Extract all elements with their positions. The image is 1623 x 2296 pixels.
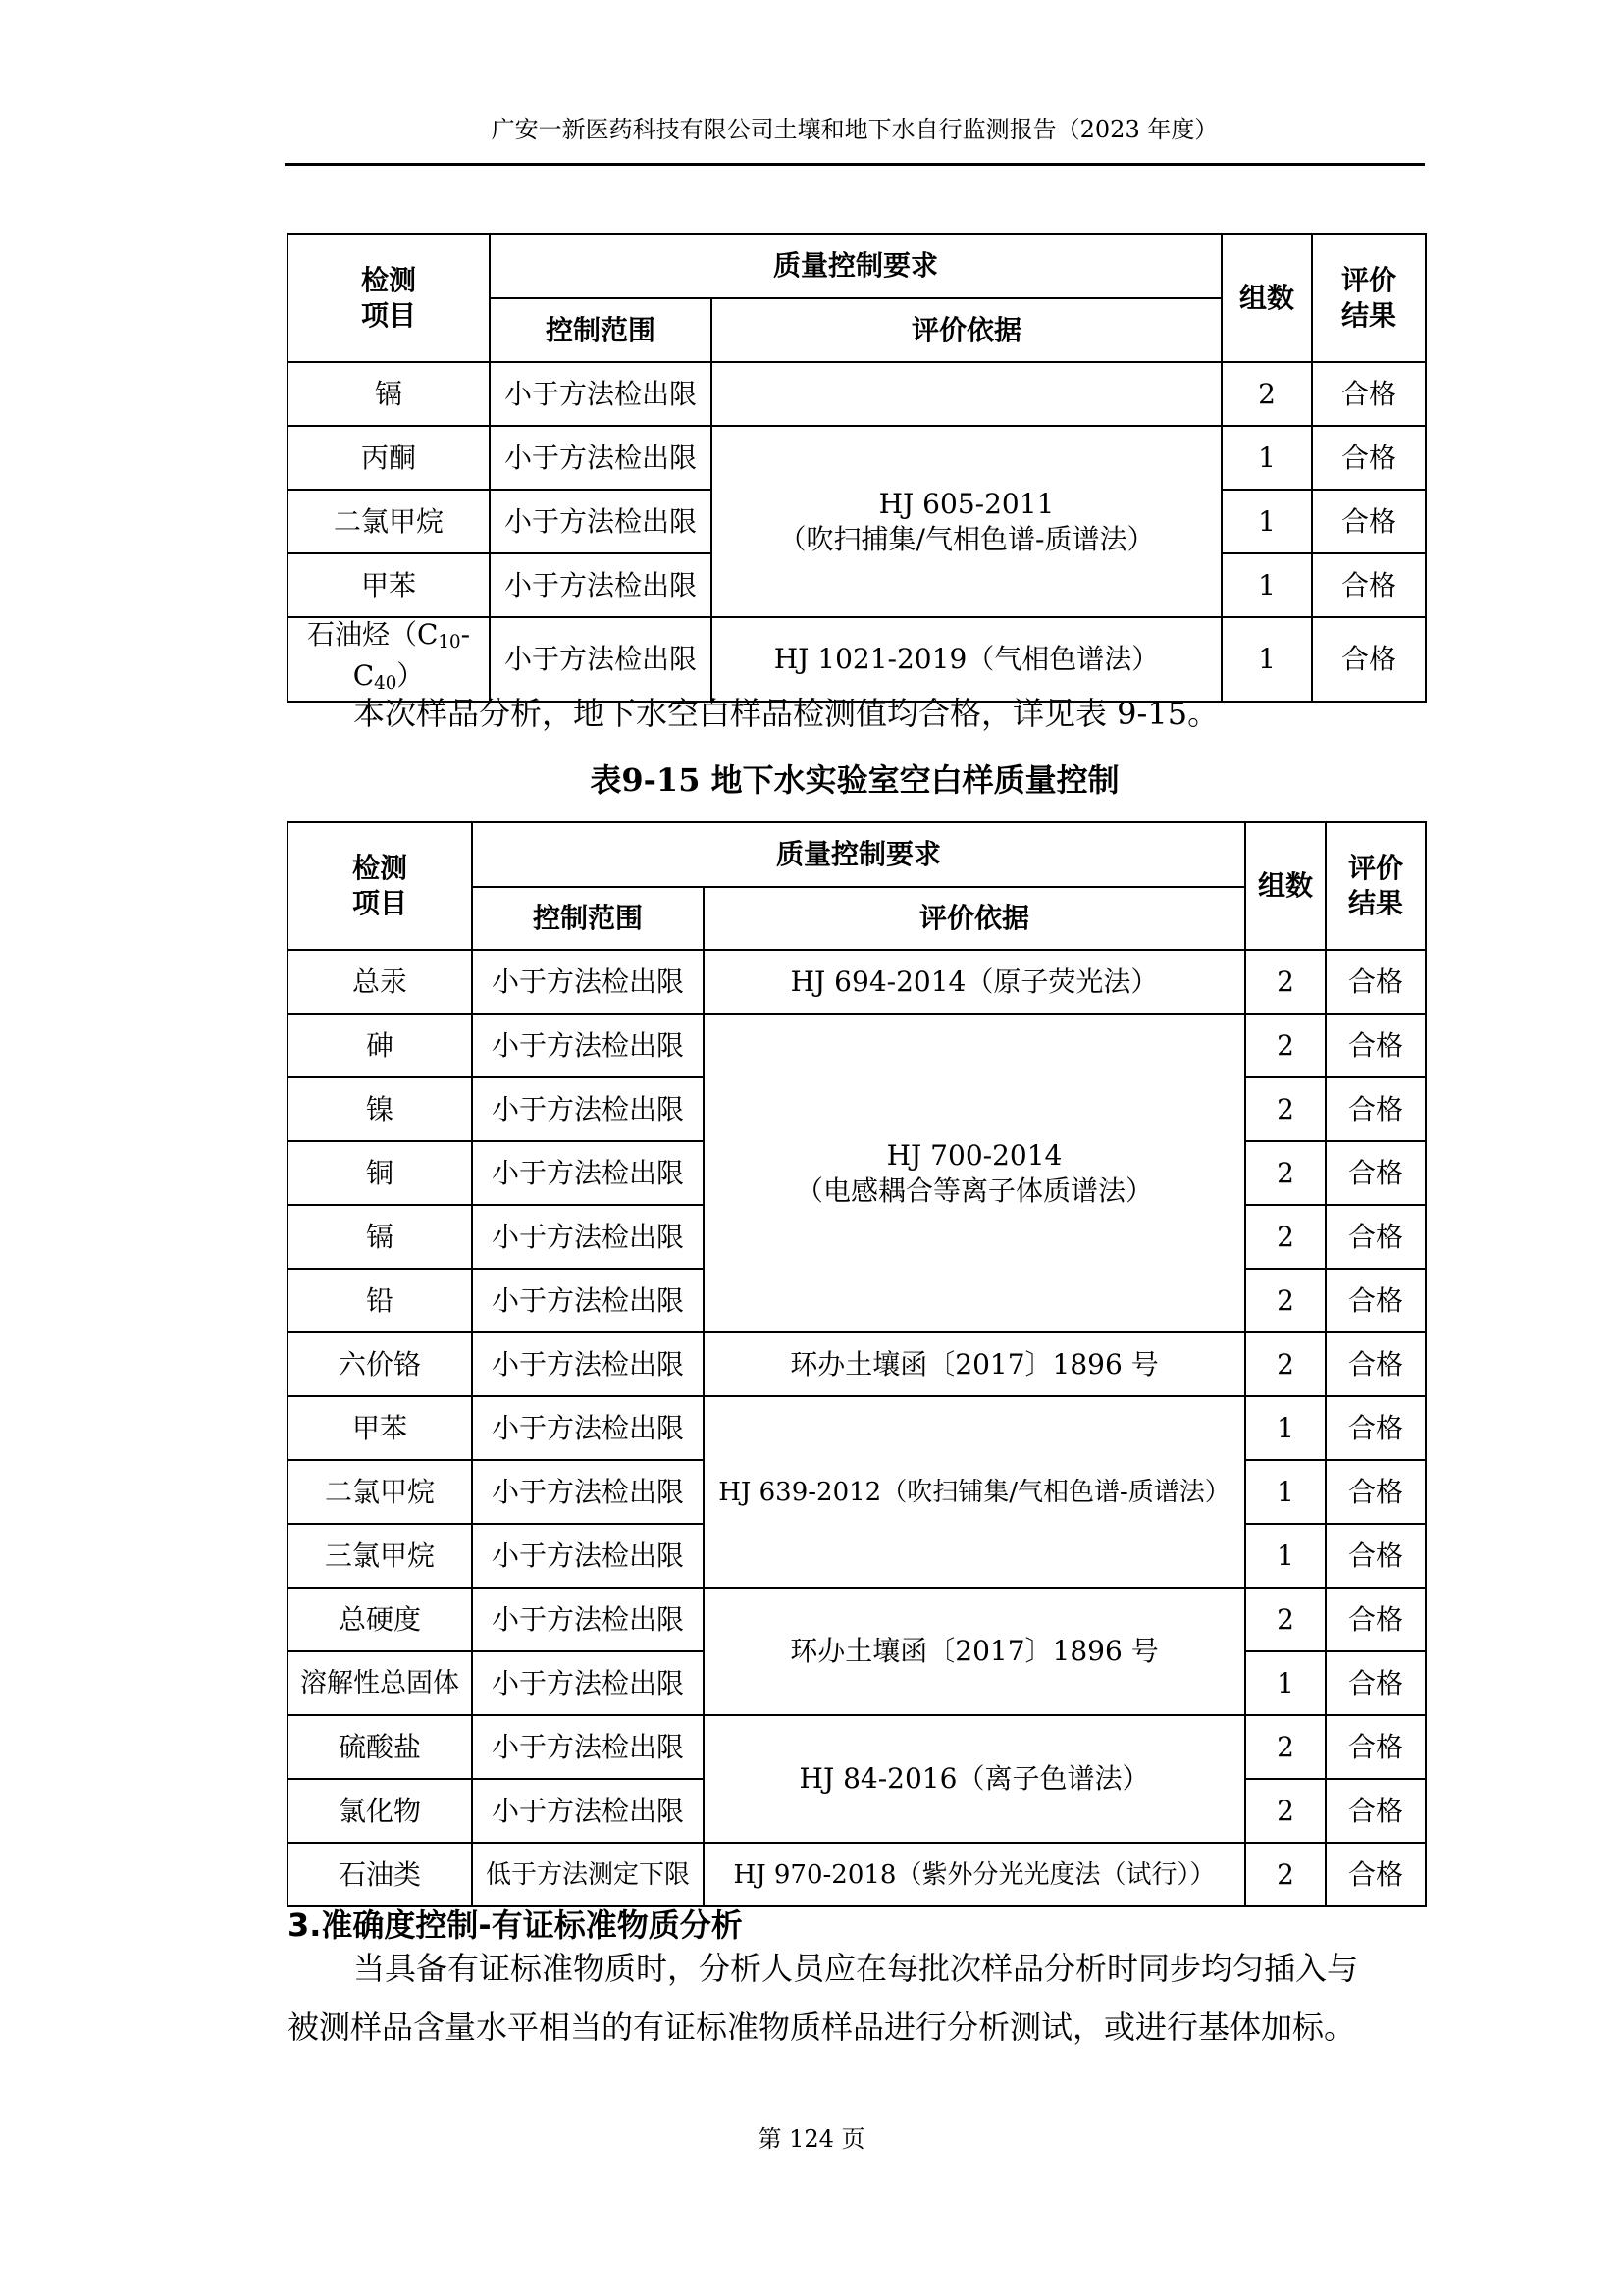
body-paragraph-line-2: 被测样品含量水平相当的有证标准物质样品进行分析测试，或进行基体加标。 — [288, 2009, 1356, 2046]
cell-groups: 2 — [1245, 1141, 1326, 1205]
cell-range: 小于方法检出限 — [490, 426, 711, 490]
cell-result: 合格 — [1312, 490, 1426, 553]
cell-groups: 2 — [1245, 950, 1326, 1014]
header-rule — [285, 163, 1425, 166]
cell-result: 合格 — [1312, 426, 1426, 490]
cell-range: 小于方法检出限 — [490, 553, 711, 617]
header-groups: 组数 — [1222, 234, 1312, 362]
cell-result: 合格 — [1326, 1779, 1426, 1843]
cell-groups: 1 — [1245, 1524, 1326, 1588]
cell-item: 六价铬 — [288, 1332, 472, 1396]
cell-result: 合格 — [1326, 1460, 1426, 1524]
cell-range: 小于方法检出限 — [490, 490, 711, 553]
cell-range: 小于方法检出限 — [472, 1588, 704, 1651]
table-row — [288, 617, 1426, 702]
table-row — [288, 950, 1426, 1014]
cell-groups: 1 — [1245, 1396, 1326, 1460]
cell-range: 小于方法检出限 — [472, 1651, 704, 1715]
cell-item: 镉 — [288, 362, 490, 426]
cell-result: 合格 — [1312, 362, 1426, 426]
cell-groups: 2 — [1245, 1843, 1326, 1906]
header-result: 评价 结果 — [1326, 822, 1426, 950]
table-row — [288, 426, 1426, 490]
cell-result: 合格 — [1326, 1524, 1426, 1588]
cell-item: 甲苯 — [288, 553, 490, 617]
cell-basis: HJ 1021-2019（气相色谱法） — [711, 617, 1222, 702]
cell-groups: 1 — [1222, 490, 1312, 553]
cell-result: 合格 — [1326, 1715, 1426, 1779]
cell-result: 合格 — [1326, 950, 1426, 1014]
cell-range: 小于方法检出限 — [472, 1524, 704, 1588]
table-caption: 表9-15 地下水实验室空白样质量控制 — [590, 761, 1120, 799]
page-number: 第 124 页 — [758, 2125, 865, 2153]
cell-range: 小于方法检出限 — [472, 950, 704, 1014]
cell-item: 石油类 — [288, 1843, 472, 1906]
cell-groups: 1 — [1222, 426, 1312, 490]
cell-item: 氯化物 — [288, 1779, 472, 1843]
table-row — [288, 1332, 1426, 1396]
cell-groups: 2 — [1245, 1269, 1326, 1332]
cell-result: 合格 — [1326, 1588, 1426, 1651]
cell-item: 总汞 — [288, 950, 472, 1014]
cell-item: 硫酸盐 — [288, 1715, 472, 1779]
cell-groups: 1 — [1245, 1651, 1326, 1715]
cell-range: 小于方法检出限 — [472, 1205, 704, 1269]
cell-range: 小于方法检出限 — [490, 362, 711, 426]
cell-range: 小于方法检出限 — [490, 617, 711, 702]
cell-range: 低于方法测定下限 — [472, 1843, 704, 1906]
table-row — [288, 362, 1426, 426]
table-row — [288, 1588, 1426, 1651]
cell-result: 合格 — [1326, 1269, 1426, 1332]
cell-item: 铅 — [288, 1269, 472, 1332]
cell-range: 小于方法检出限 — [472, 1269, 704, 1332]
cell-result: 合格 — [1326, 1014, 1426, 1077]
cell-range: 小于方法检出限 — [472, 1077, 704, 1141]
table-row — [288, 1715, 1426, 1779]
cell-result: 合格 — [1312, 617, 1426, 702]
cell-item: 三氯甲烷 — [288, 1524, 472, 1588]
cell-result: 合格 — [1326, 1077, 1426, 1141]
header-basis: 评价依据 — [704, 887, 1245, 950]
header-basis: 评价依据 — [711, 298, 1222, 362]
cell-item: 二氯甲烷 — [288, 1460, 472, 1524]
header-requirement: 质量控制要求 — [490, 234, 1222, 298]
cell-result: 合格 — [1326, 1396, 1426, 1460]
header-range: 控制范围 — [472, 887, 704, 950]
page-header: 广安一新医药科技有限公司土壤和地下水自行监测报告（2023 年度） — [491, 116, 1219, 143]
header-result: 评价 结果 — [1312, 234, 1426, 362]
cell-range: 小于方法检出限 — [472, 1779, 704, 1843]
cell-groups: 1 — [1245, 1460, 1326, 1524]
header-requirement: 质量控制要求 — [472, 822, 1245, 887]
cell-groups: 2 — [1245, 1715, 1326, 1779]
cell-range: 小于方法检出限 — [472, 1014, 704, 1077]
body-paragraph-line-1: 当具备有证标准物质时，分析人员应在每批次样品分析时同步均匀插入与 — [353, 1950, 1359, 1987]
cell-groups: 2 — [1222, 362, 1312, 426]
groundwater-blank-qc-table — [287, 821, 1427, 1907]
cell-basis: 环办土壤函〔2017〕1896 号 — [704, 1332, 1245, 1396]
cell-result: 合格 — [1312, 553, 1426, 617]
cell-range: 小于方法检出限 — [472, 1460, 704, 1524]
cell-item: 总硬度 — [288, 1588, 472, 1651]
soil-blank-qc-table — [287, 233, 1427, 703]
cell-basis: HJ 694-2014（原子荧光法） — [704, 950, 1245, 1014]
cell-groups: 2 — [1245, 1332, 1326, 1396]
cell-groups: 2 — [1245, 1014, 1326, 1077]
header-groups: 组数 — [1245, 822, 1326, 950]
body-paragraph: 本次样品分析，地下水空白样品检测值均合格，详见表 9-15。 — [353, 695, 1220, 732]
cell-range: 小于方法检出限 — [472, 1715, 704, 1779]
cell-groups: 2 — [1245, 1588, 1326, 1651]
table-row — [288, 1014, 1426, 1077]
cell-item: 二氯甲烷 — [288, 490, 490, 553]
cell-item: 溶解性总固体 — [288, 1651, 472, 1715]
cell-groups: 2 — [1245, 1205, 1326, 1269]
cell-basis: HJ 605-2011 （吹扫捕集/气相色谱-质谱法） — [711, 426, 1222, 617]
cell-basis: HJ 639-2012（吹扫铺集/气相色谱-质谱法） — [704, 1396, 1245, 1588]
cell-basis: 环办土壤函〔2017〕1896 号 — [704, 1588, 1245, 1715]
header-item: 检测 项目 — [288, 822, 472, 950]
table-row — [288, 1843, 1426, 1906]
cell-item: 丙酮 — [288, 426, 490, 490]
cell-item: 石油烃$(C_{10}-C_{40})$ — [288, 617, 490, 702]
cell-item: 甲苯 — [288, 1396, 472, 1460]
table-row — [288, 1396, 1426, 1460]
cell-range: 小于方法检出限 — [472, 1141, 704, 1205]
cell-basis: HJ 84-2016（离子色谱法） — [704, 1715, 1245, 1843]
cell-item: 铜 — [288, 1141, 472, 1205]
cell-result: 合格 — [1326, 1205, 1426, 1269]
cell-basis: HJ 970-2018（紫外分光光度法（试行）） — [704, 1843, 1245, 1906]
cell-item: 砷 — [288, 1014, 472, 1077]
cell-basis — [711, 362, 1222, 426]
cell-groups: 1 — [1222, 553, 1312, 617]
cell-groups: 2 — [1245, 1077, 1326, 1141]
cell-groups: 2 — [1245, 1779, 1326, 1843]
cell-groups: 1 — [1222, 617, 1312, 702]
cell-result: 合格 — [1326, 1843, 1426, 1906]
header-item: 检测 项目 — [288, 234, 490, 362]
cell-range: 小于方法检出限 — [472, 1332, 704, 1396]
header-range: 控制范围 — [490, 298, 711, 362]
cell-basis: HJ 700-2014 （电感耦合等离子体质谱法） — [704, 1014, 1245, 1332]
cell-result: 合格 — [1326, 1141, 1426, 1205]
section-title: 3.准确度控制-有证标准物质分析 — [288, 1906, 743, 1944]
cell-item: 镉 — [288, 1205, 472, 1269]
cell-result: 合格 — [1326, 1651, 1426, 1715]
cell-result: 合格 — [1326, 1332, 1426, 1396]
cell-range: 小于方法检出限 — [472, 1396, 704, 1460]
cell-item: 镍 — [288, 1077, 472, 1141]
